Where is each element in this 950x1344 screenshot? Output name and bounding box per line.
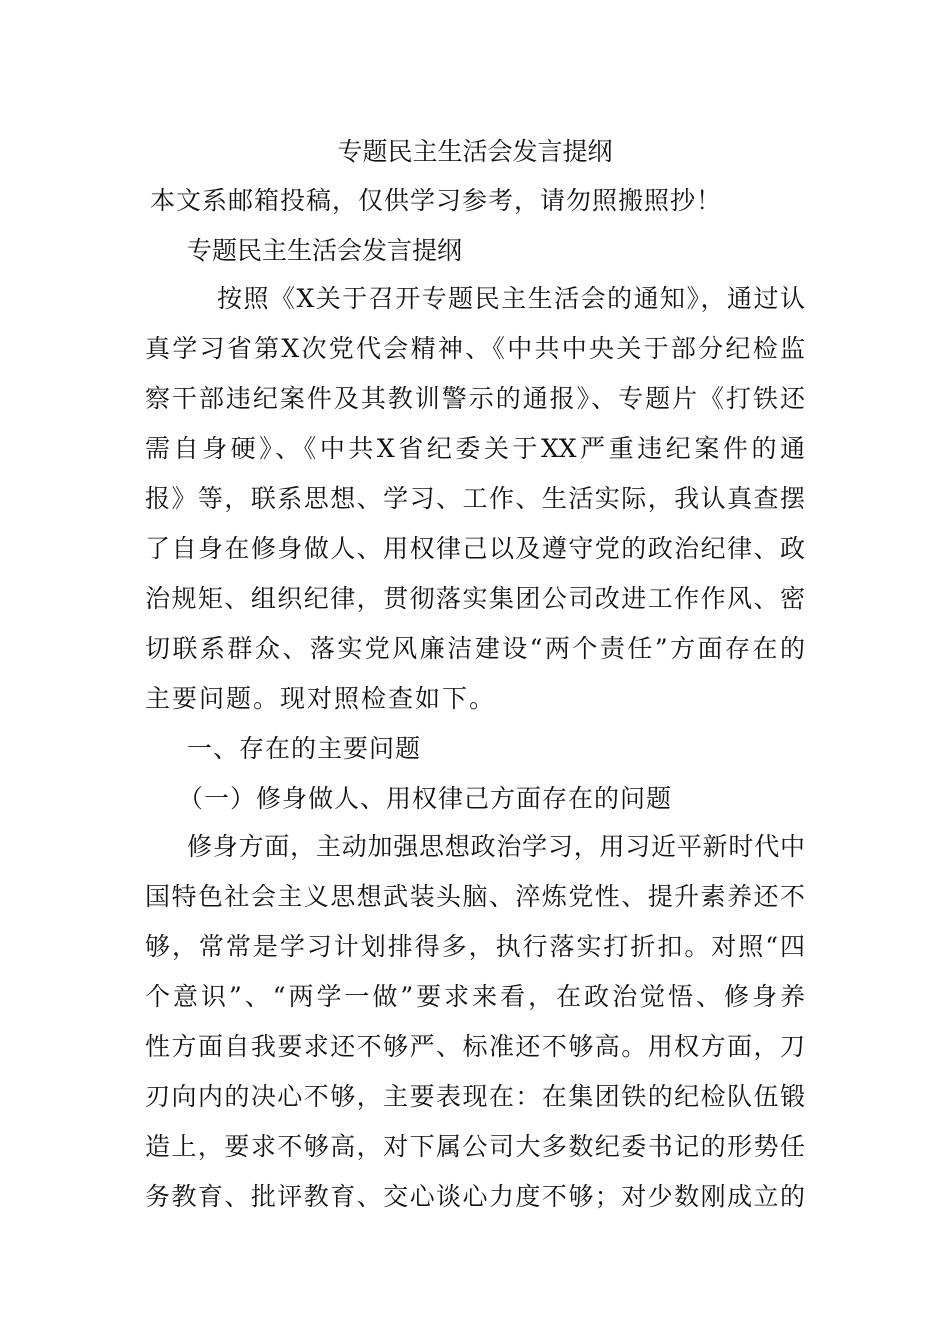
paragraph-line: 刃向内的决心不够，主要表现在：在集团铁的纪检队伍锻: [145, 1082, 805, 1111]
paragraph-line: 修身方面，主动加强思想政治学习，用习近平新时代中: [187, 832, 805, 861]
paragraph-line: 主要问题。现对照检查如下。: [145, 684, 497, 713]
paragraph-line: 真学习省第X次党代会精神、《中共中央关于部分纪检监: [145, 334, 805, 363]
document-subtitle: 专题民主生活会发言提纲: [187, 236, 463, 265]
paragraph-line: 察干部违纪案件及其教训警示的通报》、专题片《打铁还: [145, 384, 805, 413]
paragraph-line: 国特色社会主义思想武装头脑、淬炼党性、提升素养还不: [145, 882, 805, 911]
submission-notice: 本文系邮箱投稿，仅供学习参考，请勿照搬照抄！: [150, 186, 723, 215]
document-title: 专题民主生活会发言提纲: [337, 137, 613, 166]
paragraph-line: 了自身在修身做人、用权律己以及遵守党的政治纪律、政: [145, 534, 805, 563]
paragraph-line: 务教育、批评教育、交心谈心力度不够；对少数刚成立的: [145, 1182, 805, 1211]
paragraph-line: 治规矩、组织纪律，贯彻落实集团公司改进工作作风、密: [145, 584, 805, 613]
paragraph-line: 个意识”、“两学一做”要求来看，在政治觉悟、修身养: [145, 982, 805, 1011]
paragraph-line: 需自身硬》、《中共X省纪委关于XX严重违纪案件的通: [145, 434, 805, 463]
section-heading: 一、存在的主要问题: [187, 734, 422, 763]
paragraph-line: 按照《X关于召开专题民主生活会的通知》，通过认: [217, 284, 805, 313]
paragraph-line: 切联系群众、落实党风廉洁建设“两个责任”方面存在的: [145, 634, 805, 663]
paragraph-line: 报》等，联系思想、学习、工作、生活实际，我认真查摆: [145, 484, 805, 513]
paragraph-line: 造上，要求不够高，对下属公司大多数纪委书记的形势任: [145, 1132, 805, 1161]
paragraph-line: 性方面自我要求还不够严、标准还不够高。用权方面，刀: [145, 1032, 805, 1061]
paragraph-line: 够，常常是学习计划排得多，执行落实打折扣。对照“四: [145, 932, 805, 961]
subsection-heading: （一）修身做人、用权律己方面存在的问题: [178, 784, 673, 813]
